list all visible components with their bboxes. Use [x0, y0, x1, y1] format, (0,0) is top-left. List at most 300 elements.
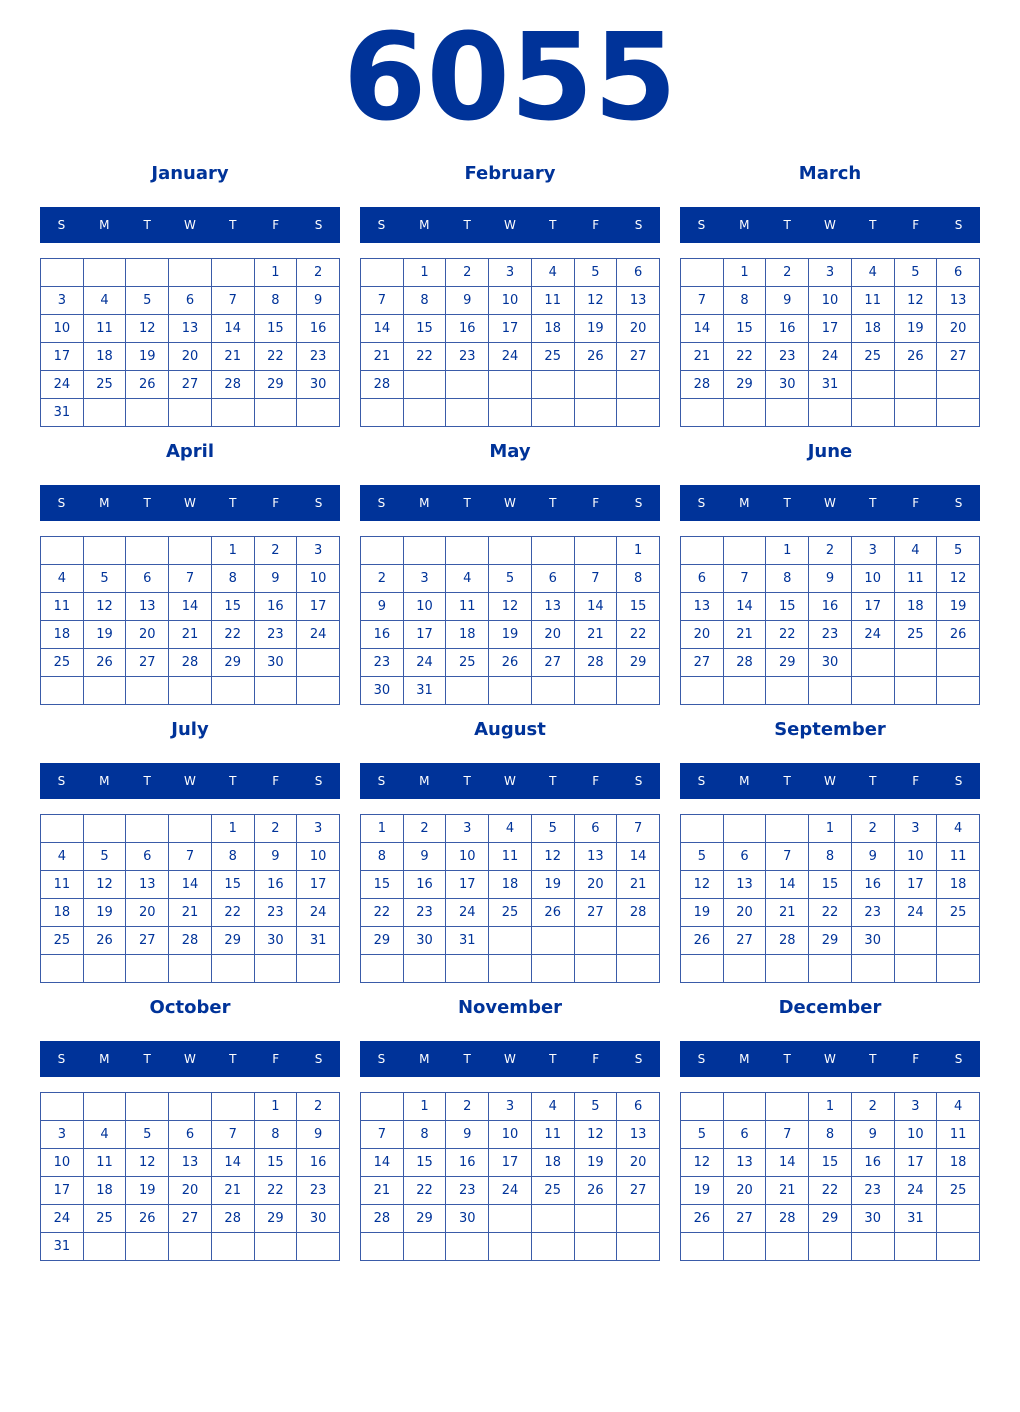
day-cell: 7	[212, 287, 255, 315]
day-cell: 16	[297, 315, 340, 343]
day-cell: 23	[809, 621, 852, 649]
day-grid	[40, 258, 340, 427]
months-grid	[40, 158, 980, 1270]
empty-day-cell	[532, 537, 575, 565]
empty-day-cell	[41, 677, 84, 705]
day-cell: 9	[766, 287, 809, 315]
weekday-label: T	[549, 1052, 557, 1066]
empty-day-cell	[404, 371, 447, 399]
weekday-label: T	[783, 774, 791, 788]
day-cell: 12	[489, 593, 532, 621]
weekday-label: S	[634, 1052, 643, 1066]
empty-day-cell	[84, 1093, 127, 1121]
day-cell: 4	[41, 565, 84, 593]
empty-day-cell	[937, 1233, 980, 1261]
empty-day-cell	[937, 649, 980, 677]
day-cell: 3	[41, 1121, 84, 1149]
day-cell: 9	[446, 1121, 489, 1149]
day-cell: 14	[169, 871, 212, 899]
empty-day-cell	[446, 399, 489, 427]
empty-day-cell	[404, 399, 447, 427]
day-cell: 7	[212, 1121, 255, 1149]
empty-day-cell	[532, 371, 575, 399]
day-cell: 11	[895, 565, 938, 593]
day-cell: 28	[169, 927, 212, 955]
day-cell: 12	[895, 287, 938, 315]
empty-day-cell	[169, 537, 212, 565]
day-cell: 4	[937, 1093, 980, 1121]
day-cell: 19	[895, 315, 938, 343]
day-cell: 7	[766, 843, 809, 871]
empty-day-cell	[212, 677, 255, 705]
day-grid	[680, 1092, 980, 1261]
weekday-label: S	[57, 1052, 66, 1066]
day-cell: 1	[404, 1093, 447, 1121]
weekday-label: M	[739, 1052, 750, 1066]
weekday-header	[40, 207, 340, 243]
day-cell: 3	[852, 537, 895, 565]
empty-day-cell	[169, 815, 212, 843]
day-cell: 10	[895, 1121, 938, 1149]
empty-day-cell	[84, 677, 127, 705]
day-cell: 13	[724, 1149, 767, 1177]
day-cell: 19	[681, 899, 724, 927]
day-cell: 29	[212, 927, 255, 955]
day-cell: 12	[937, 565, 980, 593]
day-cell: 7	[766, 1121, 809, 1149]
day-cell: 30	[446, 1205, 489, 1233]
day-cell: 9	[404, 843, 447, 871]
weekday-label: S	[697, 496, 706, 510]
weekday-label: M	[419, 774, 430, 788]
weekday-label: T	[229, 1052, 237, 1066]
day-cell: 26	[489, 649, 532, 677]
empty-day-cell	[84, 537, 127, 565]
day-cell: 26	[895, 343, 938, 371]
empty-day-cell	[617, 955, 660, 983]
day-cell: 19	[575, 1149, 618, 1177]
day-cell: 28	[169, 649, 212, 677]
empty-day-cell	[361, 955, 404, 983]
day-cell: 2	[297, 1093, 340, 1121]
empty-day-cell	[212, 1233, 255, 1261]
empty-day-cell	[895, 371, 938, 399]
day-cell: 3	[895, 815, 938, 843]
empty-day-cell	[766, 955, 809, 983]
day-cell: 8	[766, 565, 809, 593]
weekday-label: S	[314, 774, 323, 788]
day-cell: 4	[84, 1121, 127, 1149]
empty-day-cell	[895, 927, 938, 955]
weekday-header	[360, 1041, 660, 1077]
empty-day-cell	[212, 399, 255, 427]
day-cell: 6	[532, 565, 575, 593]
day-cell: 12	[84, 593, 127, 621]
day-cell: 29	[617, 649, 660, 677]
empty-day-cell	[617, 1205, 660, 1233]
empty-day-cell	[532, 1233, 575, 1261]
empty-day-cell	[297, 399, 340, 427]
empty-day-cell	[852, 371, 895, 399]
day-cell: 27	[532, 649, 575, 677]
day-cell: 11	[937, 1121, 980, 1149]
empty-day-cell	[681, 1093, 724, 1121]
day-cell: 29	[212, 649, 255, 677]
day-cell: 25	[84, 371, 127, 399]
day-cell: 23	[361, 649, 404, 677]
empty-day-cell	[937, 399, 980, 427]
day-cell: 29	[361, 927, 404, 955]
day-cell: 14	[617, 843, 660, 871]
day-cell: 2	[297, 259, 340, 287]
empty-day-cell	[126, 537, 169, 565]
day-cell: 13	[617, 1121, 660, 1149]
month-name: November	[457, 997, 563, 1018]
empty-day-cell	[255, 1233, 298, 1261]
day-cell: 13	[126, 593, 169, 621]
day-cell: 24	[489, 1177, 532, 1205]
day-cell: 10	[297, 565, 340, 593]
weekday-label: T	[143, 218, 151, 232]
day-cell: 29	[809, 1205, 852, 1233]
day-cell: 29	[766, 649, 809, 677]
day-cell: 27	[937, 343, 980, 371]
weekday-label: T	[463, 774, 471, 788]
empty-day-cell	[575, 371, 618, 399]
day-cell: 8	[809, 1121, 852, 1149]
weekday-label: S	[697, 218, 706, 232]
day-cell: 19	[84, 899, 127, 927]
day-cell: 26	[575, 1177, 618, 1205]
empty-day-cell	[532, 955, 575, 983]
day-cell: 3	[297, 815, 340, 843]
weekday-label: F	[912, 1052, 920, 1066]
day-cell: 21	[361, 343, 404, 371]
day-cell: 14	[724, 593, 767, 621]
day-cell: 16	[446, 1149, 489, 1177]
day-cell: 27	[126, 649, 169, 677]
day-cell: 22	[809, 1177, 852, 1205]
weekday-label: T	[549, 218, 557, 232]
day-cell: 31	[895, 1205, 938, 1233]
empty-day-cell	[297, 677, 340, 705]
day-cell: 2	[361, 565, 404, 593]
weekday-header	[40, 763, 340, 799]
day-cell: 21	[766, 899, 809, 927]
weekday-label: M	[99, 774, 110, 788]
day-cell: 2	[255, 815, 298, 843]
day-cell: 20	[169, 1177, 212, 1205]
day-cell: 11	[852, 287, 895, 315]
day-cell: 9	[255, 843, 298, 871]
day-cell: 3	[809, 259, 852, 287]
day-cell: 7	[361, 287, 404, 315]
day-cell: 23	[255, 899, 298, 927]
day-cell: 3	[489, 1093, 532, 1121]
empty-day-cell	[361, 537, 404, 565]
day-cell: 29	[404, 1205, 447, 1233]
empty-day-cell	[255, 399, 298, 427]
weekday-label: W	[504, 1052, 516, 1066]
day-cell: 15	[255, 1149, 298, 1177]
weekday-label: W	[184, 1052, 196, 1066]
day-cell: 18	[895, 593, 938, 621]
empty-day-cell	[724, 399, 767, 427]
day-cell: 8	[255, 1121, 298, 1149]
empty-day-cell	[766, 677, 809, 705]
weekday-label: W	[824, 496, 836, 510]
empty-day-cell	[84, 955, 127, 983]
day-cell: 28	[766, 927, 809, 955]
day-cell: 18	[852, 315, 895, 343]
day-cell: 1	[255, 259, 298, 287]
month-name: January	[151, 163, 229, 184]
day-cell: 8	[212, 565, 255, 593]
weekday-label: S	[954, 1052, 963, 1066]
day-cell: 1	[255, 1093, 298, 1121]
day-cell: 31	[809, 371, 852, 399]
day-cell: 18	[532, 1149, 575, 1177]
day-cell: 14	[766, 1149, 809, 1177]
empty-day-cell	[852, 955, 895, 983]
weekday-label: S	[377, 496, 386, 510]
empty-day-cell	[446, 1233, 489, 1261]
day-cell: 24	[41, 1205, 84, 1233]
day-cell: 24	[489, 343, 532, 371]
day-cell: 23	[852, 899, 895, 927]
day-cell: 17	[489, 1149, 532, 1177]
empty-day-cell	[126, 677, 169, 705]
weekday-label: T	[783, 1052, 791, 1066]
day-cell: 20	[724, 899, 767, 927]
day-cell: 26	[126, 1205, 169, 1233]
day-cell: 25	[446, 649, 489, 677]
empty-day-cell	[895, 677, 938, 705]
day-cell: 13	[724, 871, 767, 899]
empty-day-cell	[489, 677, 532, 705]
empty-day-cell	[895, 1233, 938, 1261]
weekday-label: M	[99, 218, 110, 232]
weekday-label: F	[272, 1052, 280, 1066]
day-cell: 30	[852, 1205, 895, 1233]
day-cell: 27	[169, 371, 212, 399]
day-cell: 3	[446, 815, 489, 843]
weekday-label: T	[783, 218, 791, 232]
day-cell: 14	[169, 593, 212, 621]
day-cell: 14	[361, 315, 404, 343]
day-cell: 17	[895, 871, 938, 899]
day-cell: 13	[575, 843, 618, 871]
empty-day-cell	[84, 399, 127, 427]
day-cell: 10	[404, 593, 447, 621]
day-cell: 5	[489, 565, 532, 593]
empty-day-cell	[617, 927, 660, 955]
weekday-label: T	[463, 218, 471, 232]
day-cell: 14	[575, 593, 618, 621]
day-cell: 15	[809, 871, 852, 899]
day-cell: 20	[532, 621, 575, 649]
day-cell: 23	[255, 621, 298, 649]
day-cell: 23	[446, 343, 489, 371]
day-cell: 16	[852, 871, 895, 899]
day-cell: 11	[532, 287, 575, 315]
day-cell: 6	[169, 1121, 212, 1149]
month-november	[360, 992, 660, 1270]
day-cell: 9	[852, 1121, 895, 1149]
empty-day-cell	[937, 677, 980, 705]
day-cell: 9	[297, 1121, 340, 1149]
day-cell: 22	[617, 621, 660, 649]
day-cell: 11	[446, 593, 489, 621]
day-cell: 8	[404, 1121, 447, 1149]
day-cell: 30	[297, 371, 340, 399]
day-cell: 1	[809, 1093, 852, 1121]
weekday-label: S	[314, 496, 323, 510]
weekday-header	[360, 485, 660, 521]
day-cell: 1	[361, 815, 404, 843]
empty-day-cell	[681, 259, 724, 287]
day-cell: 6	[937, 259, 980, 287]
day-cell: 22	[404, 343, 447, 371]
day-cell: 29	[724, 371, 767, 399]
day-cell: 21	[724, 621, 767, 649]
day-cell: 7	[724, 565, 767, 593]
day-cell: 26	[681, 1205, 724, 1233]
month-july	[40, 714, 340, 992]
day-cell: 2	[852, 1093, 895, 1121]
day-cell: 17	[809, 315, 852, 343]
day-cell: 20	[617, 1149, 660, 1177]
day-cell: 18	[84, 343, 127, 371]
weekday-label: T	[549, 496, 557, 510]
day-cell: 14	[361, 1149, 404, 1177]
day-cell: 31	[446, 927, 489, 955]
day-cell: 9	[809, 565, 852, 593]
day-cell: 16	[297, 1149, 340, 1177]
month-name: April	[165, 441, 215, 462]
day-cell: 11	[41, 593, 84, 621]
empty-day-cell	[489, 1205, 532, 1233]
day-cell: 17	[41, 1177, 84, 1205]
empty-day-cell	[212, 1093, 255, 1121]
day-cell: 19	[681, 1177, 724, 1205]
empty-day-cell	[489, 955, 532, 983]
day-cell: 7	[361, 1121, 404, 1149]
day-cell: 7	[169, 565, 212, 593]
day-cell: 27	[617, 1177, 660, 1205]
weekday-label: S	[697, 1052, 706, 1066]
weekday-label: F	[592, 774, 600, 788]
day-cell: 30	[255, 649, 298, 677]
weekday-label: T	[549, 774, 557, 788]
day-cell: 5	[126, 287, 169, 315]
empty-day-cell	[126, 399, 169, 427]
day-cell: 18	[41, 621, 84, 649]
day-grid	[360, 814, 660, 983]
weekday-label: S	[314, 1052, 323, 1066]
empty-day-cell	[617, 1233, 660, 1261]
day-cell: 8	[361, 843, 404, 871]
empty-day-cell	[681, 955, 724, 983]
weekday-label: W	[504, 496, 516, 510]
weekday-header	[360, 207, 660, 243]
month-name: June	[807, 441, 853, 462]
day-cell: 21	[212, 343, 255, 371]
empty-day-cell	[126, 259, 169, 287]
weekday-header	[40, 1041, 340, 1077]
weekday-label: T	[229, 496, 237, 510]
day-cell: 19	[126, 343, 169, 371]
day-cell: 26	[937, 621, 980, 649]
day-cell: 21	[766, 1177, 809, 1205]
day-cell: 25	[532, 1177, 575, 1205]
day-cell: 4	[41, 843, 84, 871]
empty-day-cell	[84, 259, 127, 287]
day-cell: 28	[575, 649, 618, 677]
day-cell: 30	[297, 1205, 340, 1233]
empty-day-cell	[617, 399, 660, 427]
day-cell: 30	[766, 371, 809, 399]
month-september	[680, 714, 980, 992]
empty-day-cell	[169, 259, 212, 287]
day-cell: 4	[937, 815, 980, 843]
day-cell: 22	[766, 621, 809, 649]
day-cell: 6	[126, 843, 169, 871]
day-cell: 14	[212, 1149, 255, 1177]
weekday-label: W	[184, 774, 196, 788]
empty-day-cell	[41, 815, 84, 843]
empty-day-cell	[212, 259, 255, 287]
month-name: August	[474, 719, 546, 740]
day-cell: 30	[404, 927, 447, 955]
weekday-label: W	[184, 496, 196, 510]
day-cell: 5	[84, 565, 127, 593]
day-cell: 26	[575, 343, 618, 371]
day-cell: 28	[212, 1205, 255, 1233]
day-cell: 1	[404, 259, 447, 287]
weekday-label: T	[229, 774, 237, 788]
day-cell: 12	[84, 871, 127, 899]
day-cell: 31	[297, 927, 340, 955]
month-august	[360, 714, 660, 992]
day-cell: 4	[532, 1093, 575, 1121]
day-cell: 27	[724, 927, 767, 955]
day-cell: 28	[617, 899, 660, 927]
month-name: October	[149, 997, 231, 1018]
day-cell: 22	[404, 1177, 447, 1205]
day-cell: 5	[575, 259, 618, 287]
day-cell: 13	[532, 593, 575, 621]
empty-day-cell	[575, 399, 618, 427]
empty-day-cell	[895, 649, 938, 677]
day-grid	[40, 814, 340, 983]
day-cell: 28	[724, 649, 767, 677]
day-cell: 8	[724, 287, 767, 315]
empty-day-cell	[297, 1233, 340, 1261]
weekday-label: S	[57, 218, 66, 232]
day-cell: 3	[297, 537, 340, 565]
day-cell: 21	[169, 621, 212, 649]
day-cell: 11	[84, 315, 127, 343]
weekday-label: F	[592, 496, 600, 510]
day-cell: 8	[809, 843, 852, 871]
day-cell: 27	[724, 1205, 767, 1233]
empty-day-cell	[84, 1233, 127, 1261]
day-cell: 20	[575, 871, 618, 899]
empty-day-cell	[169, 399, 212, 427]
day-cell: 16	[404, 871, 447, 899]
day-cell: 17	[404, 621, 447, 649]
